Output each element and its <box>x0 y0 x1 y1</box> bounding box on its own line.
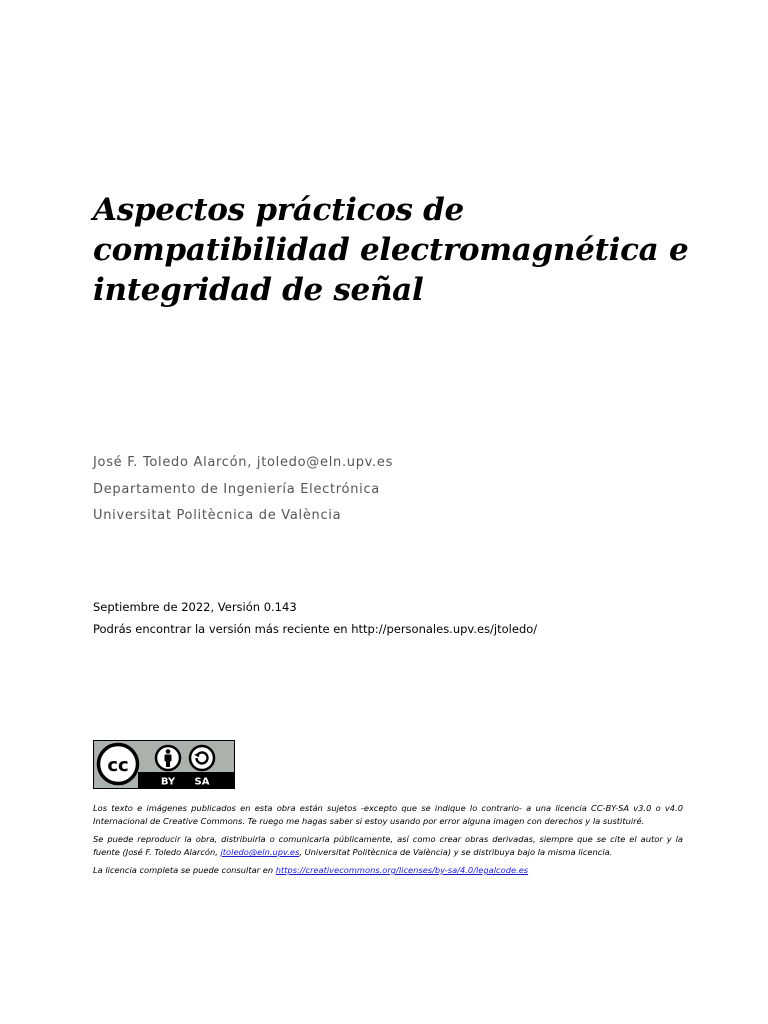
cc-by-sa-badge <box>93 740 235 789</box>
author-email-link[interactable]: jtoledo@eln.upv.es <box>220 847 300 857</box>
share-alike-icon <box>190 746 214 770</box>
version-block <box>93 599 537 643</box>
cc-label: cc <box>107 755 129 776</box>
license-paragraph-2 <box>93 833 683 859</box>
cc-by-sa-logo <box>94 741 234 788</box>
author-department: Departamento de Ingeniería Electrónica <box>93 481 380 497</box>
license-p3-before: La licencia completa se puede consultar en <box>93 865 276 875</box>
license-p2-after: , Universitat Politècnica de València) y se distribuya bajo la misma licencia. <box>299 847 613 857</box>
version-date: Septiembre de 2022, Versión 0.143 <box>93 600 297 614</box>
title-line-3: integridad de señal <box>93 272 424 308</box>
document-title <box>93 190 713 310</box>
license-paragraph-1: Los texto e imágenes publicados en esta obra están sujetos -excepto que se indique lo contrario- a una licencia CC-BY-SA v3.0 o v4.0 Internacional de Creative Commons. Te ruego me hagas saber si estoy usando por error alguna imagen con derechos y la sustituiré. <box>93 803 683 826</box>
title-line-1: Aspectos prácticos de <box>93 192 464 228</box>
attribution-icon <box>156 746 180 770</box>
cc-icon <box>99 745 138 784</box>
sa-label: SA <box>194 776 210 788</box>
license-paragraph-3 <box>93 864 683 877</box>
author-university: Universitat Politècnica de València <box>93 508 342 523</box>
author-block <box>93 453 393 533</box>
license-p2-before: Se puede reproducir la obra, distribuirla o comunicarla públicamente, así como crear obras derivadas, siempre que se cite el autor y la fuente (José F. Toledo Alarcón, <box>93 834 683 857</box>
license-notice <box>93 802 683 882</box>
version-url: Podrás encontrar la versión más reciente en http://personales.upv.es/jtoledo/ <box>93 622 538 636</box>
license-legalcode-link[interactable]: https://creativecommons.org/licenses/by-sa/4.0/legalcode.es <box>275 865 529 875</box>
title-line-2: compatibilidad electromagnética e <box>93 232 689 268</box>
author-name: José F. Toledo Alarcón, jtoledo@eln.upv.es <box>93 455 394 470</box>
by-label: BY <box>160 776 176 788</box>
